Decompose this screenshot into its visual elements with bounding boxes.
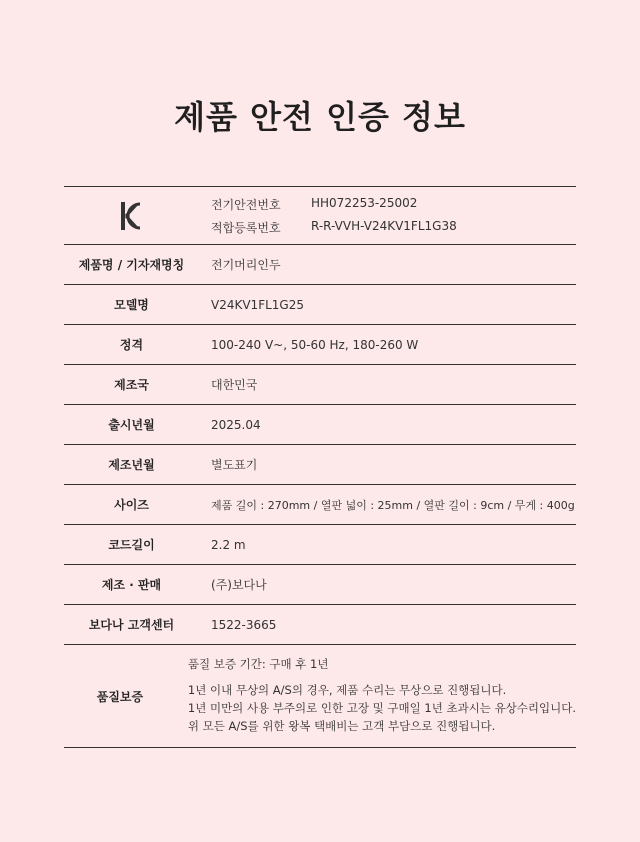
table-row (64, 245, 576, 285)
kc-cert-row (64, 187, 576, 245)
table-row (64, 445, 576, 485)
warranty-period: 품질 보증 기간: 구매 후 1년 (187, 657, 329, 672)
row-label: 사이즈 (114, 498, 149, 512)
row-label: 제조년월 (108, 458, 155, 472)
row-value: 2.2 m (211, 537, 246, 552)
kc-logo-cell (64, 196, 199, 236)
warranty-text (176, 656, 576, 735)
warranty-line: 위 모든 A/S를 위한 왕복 택배비는 고객 부담으로 진행됩니다. (187, 718, 496, 733)
table-row (64, 285, 576, 325)
row-value: 100-240 V~, 50-60 Hz, 180-260 W (211, 337, 419, 352)
page-title: 제품 안전 인증 정보 (174, 98, 466, 136)
table-row (64, 365, 576, 405)
row-label: 코드길이 (108, 538, 155, 552)
row-label: 제조국 (114, 378, 149, 392)
row-label: 출시년월 (108, 418, 155, 432)
warranty-line: 1년 이내 무상의 A/S의 경우, 제품 수리는 무상으로 진행됩니다. (187, 683, 507, 698)
warranty-row (64, 645, 576, 748)
row-value: 전기머리인두 (211, 258, 281, 272)
row-value: 제품 길이 : 270mm / 열판 넓이 : 25mm / 열판 길이 : 9cm / 무게 : 400g (211, 498, 575, 512)
row-value: 2025.04 (211, 417, 261, 432)
row-label: 정격 (119, 338, 144, 352)
kc-numbers (199, 196, 457, 236)
table-row (64, 325, 576, 365)
row-label: 제품명 / 기자재명칭 (78, 258, 185, 272)
table-row (64, 565, 576, 605)
row-value: (주)보다나 (211, 578, 267, 592)
kc-key: 적합등록번호 (211, 220, 281, 235)
table-row (64, 605, 576, 645)
row-label: 품질보증 (96, 689, 144, 704)
row-label: 모델명 (114, 298, 149, 312)
kc-certification-mark-icon (118, 196, 146, 236)
safety-info-table (64, 186, 576, 748)
row-label: 제조 · 판매 (101, 578, 162, 592)
row-label: 보다나 고객센터 (88, 618, 175, 632)
row-value: V24KV1FL1G25 (211, 297, 304, 312)
row-value: 대한민국 (211, 378, 258, 392)
row-value: 별도표기 (211, 458, 258, 472)
electric-safety-number (211, 196, 457, 213)
table-row (64, 485, 576, 525)
kc-key: 전기안전번호 (211, 197, 281, 212)
table-row (64, 525, 576, 565)
row-value: 1522-3665 (211, 617, 277, 632)
kc-value: HH072253-25002 (311, 195, 418, 210)
table-row (64, 405, 576, 445)
conformity-registration-number (211, 219, 457, 236)
kc-value: R-R-VVH-V24KV1FL1G38 (311, 218, 457, 233)
warranty-line: 1년 미만의 사용 부주의로 인한 고장 및 구매일 1년 초과시는 유상수리입니다. (187, 701, 576, 715)
